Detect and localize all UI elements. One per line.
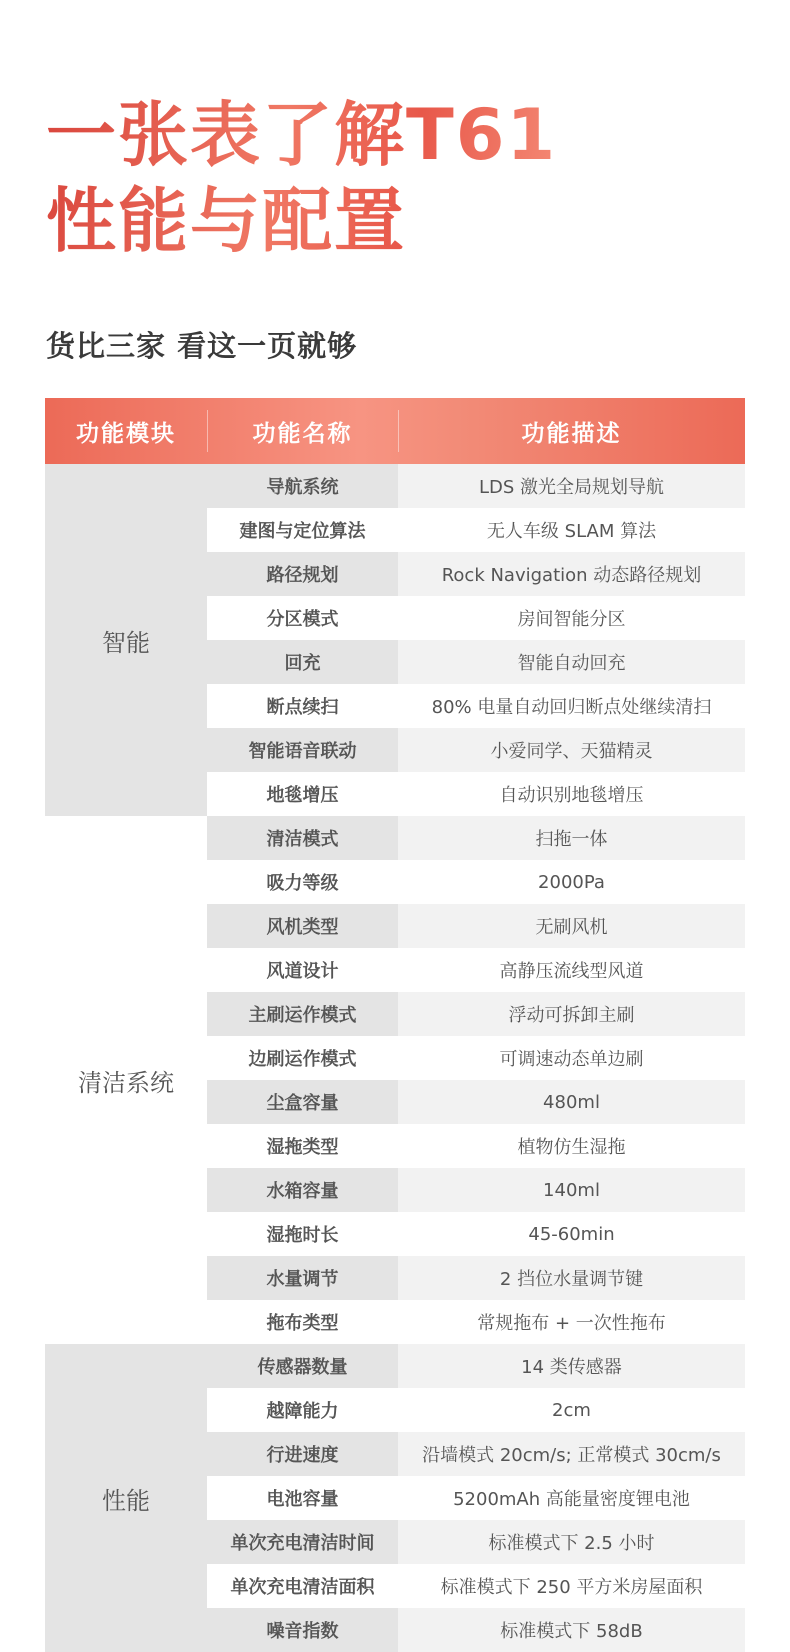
spec-table (45, 398, 745, 1652)
table-row (207, 860, 745, 904)
feature-name: 电池容量 (207, 1476, 398, 1520)
table-header (45, 398, 745, 464)
feature-description: 可调速动态单边刷 (398, 1036, 745, 1080)
feature-name: 主刷运作模式 (207, 992, 398, 1036)
table-row (207, 1564, 745, 1608)
page-subtitle: 货比三家 看这一页就够 (46, 329, 358, 363)
feature-description: 浮动可拆卸主刷 (398, 992, 745, 1036)
table-row (207, 772, 745, 816)
table-row (207, 1520, 745, 1564)
table-row (207, 464, 745, 508)
feature-name: 风机类型 (207, 904, 398, 948)
feature-description: LDS 激光全局规划导航 (398, 464, 745, 508)
feature-description: 2 挡位水量调节键 (398, 1256, 745, 1300)
feature-description: 房间智能分区 (398, 596, 745, 640)
table-row (207, 596, 745, 640)
feature-description: 45-60min (398, 1212, 745, 1256)
feature-name: 单次充电清洁面积 (207, 1564, 398, 1608)
title-line-1: 一张表了解T61 (46, 94, 558, 176)
feature-description: 小爱同学、天猫精灵 (398, 728, 745, 772)
table-row (207, 816, 745, 860)
group-smart (45, 464, 745, 816)
table-row (207, 992, 745, 1036)
feature-name: 水箱容量 (207, 1168, 398, 1212)
feature-name: 湿拖类型 (207, 1124, 398, 1168)
feature-description: 无人车级 SLAM 算法 (398, 508, 745, 552)
table-row (207, 508, 745, 552)
group-label: 性能 (45, 1344, 207, 1652)
feature-name: 单次充电清洁时间 (207, 1520, 398, 1564)
feature-name: 吸力等级 (207, 860, 398, 904)
table-row (207, 1256, 745, 1300)
feature-description: 14 类传感器 (398, 1344, 745, 1388)
feature-name: 边刷运作模式 (207, 1036, 398, 1080)
group-cleaning (45, 816, 745, 1344)
table-row (207, 1036, 745, 1080)
feature-name: 风道设计 (207, 948, 398, 992)
feature-description: 植物仿生湿拖 (398, 1124, 745, 1168)
table-row (207, 1388, 745, 1432)
feature-description: 2cm (398, 1388, 745, 1432)
table-row (207, 1168, 745, 1212)
feature-description: 高静压流线型风道 (398, 948, 745, 992)
feature-name: 清洁模式 (207, 816, 398, 860)
group-label: 清洁系统 (45, 816, 207, 1344)
feature-description: 480ml (398, 1080, 745, 1124)
table-row (207, 1212, 745, 1256)
feature-description: 标准模式下 250 平方米房屋面积 (398, 1564, 745, 1608)
feature-name: 分区模式 (207, 596, 398, 640)
table-row (207, 640, 745, 684)
title-line-2: 性能与配置 (46, 180, 406, 262)
feature-description: 无刷风机 (398, 904, 745, 948)
table-row (207, 1300, 745, 1344)
feature-name: 噪音指数 (207, 1608, 398, 1652)
feature-name: 回充 (207, 640, 398, 684)
table-row (207, 904, 745, 948)
feature-name: 尘盒容量 (207, 1080, 398, 1124)
feature-description: 沿墙模式 20cm/s; 正常模式 30cm/s (398, 1432, 745, 1476)
table-row (207, 1080, 745, 1124)
feature-description: 80% 电量自动回归断点处继续清扫 (398, 684, 745, 728)
feature-name: 水量调节 (207, 1256, 398, 1300)
feature-description: 标准模式下 58dB (398, 1608, 745, 1652)
feature-name: 越障能力 (207, 1388, 398, 1432)
feature-name: 导航系统 (207, 464, 398, 508)
feature-name: 路径规划 (207, 552, 398, 596)
table-row (207, 1124, 745, 1168)
table-row (207, 684, 745, 728)
header-module: 功能模块 (76, 420, 176, 447)
feature-description: 扫拖一体 (398, 816, 745, 860)
table-row (207, 948, 745, 992)
table-body (45, 464, 745, 1652)
table-row (207, 1608, 745, 1652)
feature-name: 传感器数量 (207, 1344, 398, 1388)
group-performance (45, 1344, 745, 1652)
feature-description: 自动识别地毯增压 (398, 772, 745, 816)
feature-description: 140ml (398, 1168, 745, 1212)
table-row (207, 552, 745, 596)
table-row (207, 1344, 745, 1388)
feature-description: 标准模式下 2.5 小时 (398, 1520, 745, 1564)
table-row (207, 1476, 745, 1520)
feature-name: 行进速度 (207, 1432, 398, 1476)
table-row (207, 728, 745, 772)
page-title (46, 92, 557, 264)
header-description: 功能描述 (398, 398, 745, 464)
feature-description: 5200mAh 高能量密度锂电池 (398, 1476, 745, 1520)
feature-name: 湿拖时长 (207, 1212, 398, 1256)
feature-description: 2000Pa (398, 860, 745, 904)
feature-name: 地毯增压 (207, 772, 398, 816)
feature-name: 拖布类型 (207, 1300, 398, 1344)
feature-name: 建图与定位算法 (207, 508, 398, 552)
group-label: 智能 (45, 464, 207, 816)
feature-name: 断点续扫 (207, 684, 398, 728)
feature-description: 智能自动回充 (398, 640, 745, 684)
header-name: 功能名称 (207, 398, 398, 464)
feature-name: 智能语音联动 (207, 728, 398, 772)
table-row (207, 1432, 745, 1476)
feature-description: Rock Navigation 动态路径规划 (398, 552, 745, 596)
feature-description: 常规拖布 + 一次性拖布 (398, 1300, 745, 1344)
